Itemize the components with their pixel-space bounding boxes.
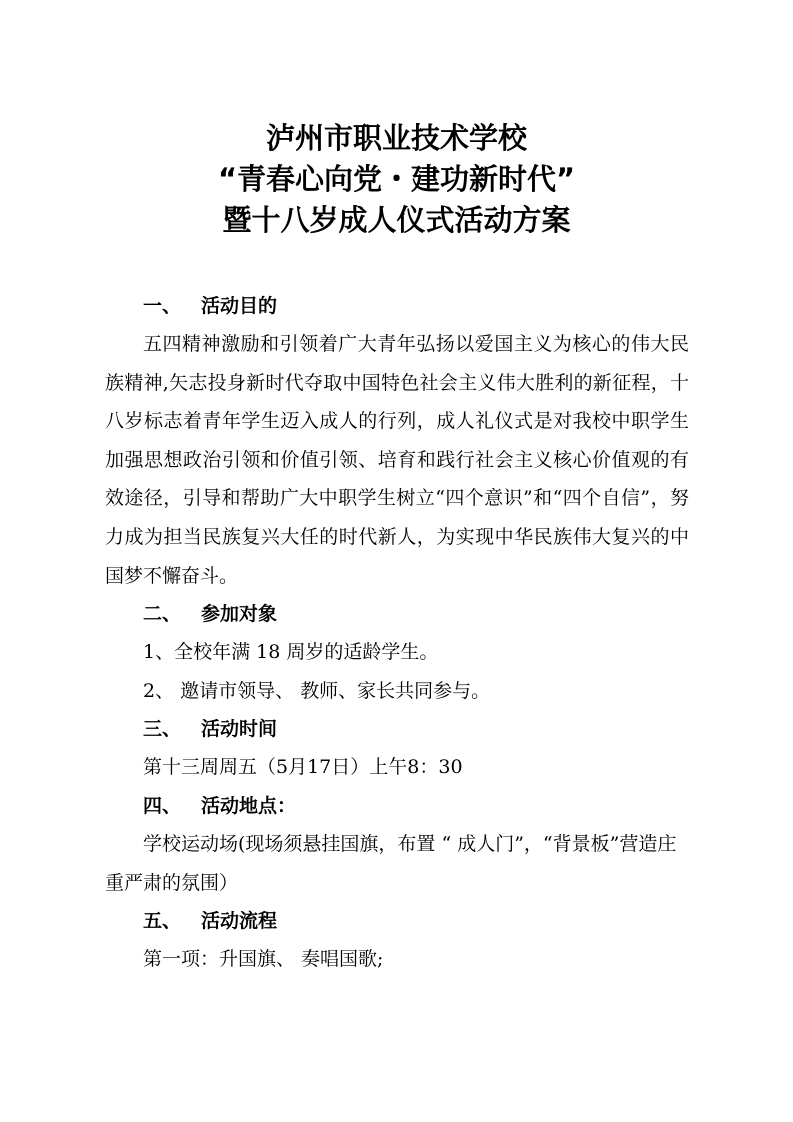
section-number: 三、 <box>143 718 182 741</box>
list-item: 第十三周周五（5月17日）上午8：30 <box>143 756 463 779</box>
title-line-event: 暨十八岁成人仪式活动方案 <box>222 203 571 237</box>
section-title: 参加对象 <box>201 603 278 626</box>
list-item: 2、 邀请市领导、 教师、家长共同参与。 <box>143 679 491 702</box>
section-number: 五、 <box>143 910 182 933</box>
section-paragraph-location: 学校运动场(现场须悬挂国旗，布置 “ 成人门”，“背景板”营造庄重严肃的氛围） <box>105 832 677 894</box>
section-number: 四、 <box>143 794 182 817</box>
section-title: 活动目的 <box>201 295 278 317</box>
section-number: 二、 <box>143 603 182 626</box>
section-number: 一、 <box>143 295 182 317</box>
section-paragraph-purpose: 五四精神激励和引领着广大青年弘扬以爱国主义为核心的伟大民族精神,矢志投身新时代夺取中国特色社会主义伟大胜利的新征程，十八岁标志着青年学生迈入成人的行列，成人礼仪式是对我校中职学生加强思想政治引领和价值引领、培育和践行社会主义核心价值观的有效途径，引导和帮助广大中职学生树立“四个意识”和“四个自信”，努力成为担当民族复兴大任的时代新人，为实现中华民族伟大复兴的中国梦不懈奋斗。 <box>105 333 689 587</box>
document-body <box>105 287 689 979</box>
title-line-theme: “青春心向党・建功新时代” <box>217 162 576 196</box>
document-title <box>0 118 793 241</box>
section-title: 活动流程 <box>201 910 278 933</box>
section-title: 活动时间 <box>201 718 278 741</box>
section-heading-purpose <box>105 287 689 325</box>
list-item: 1、全校年满 18 周岁的适龄学生。 <box>143 641 439 664</box>
title-line-school: 泸州市职业技术学校 <box>265 121 527 155</box>
section-heading-participants <box>105 595 689 633</box>
section-heading-location <box>105 787 689 825</box>
section-title: 活动地点： <box>201 794 297 817</box>
section-heading-procedure <box>105 902 689 940</box>
section-heading-time <box>105 710 689 748</box>
list-item: 第一项：升国旗、 奏唱国歌; <box>143 948 384 971</box>
